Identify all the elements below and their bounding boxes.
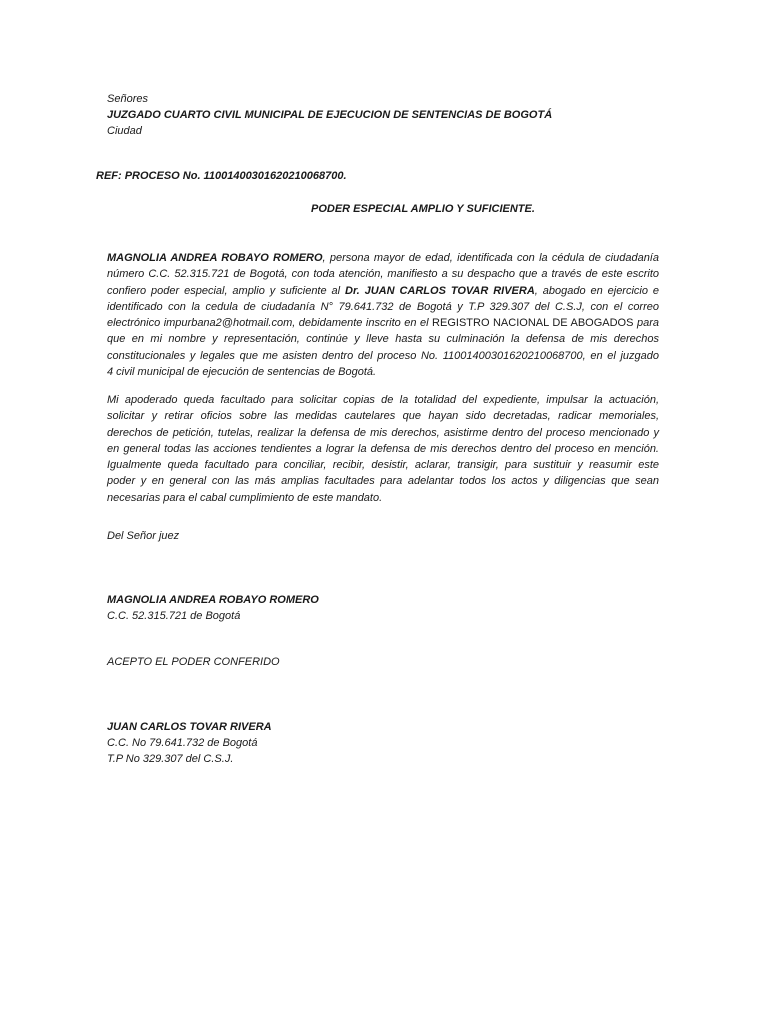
- paragraph-line: que en mi nombre y representación, continúe y lleve hasta su culminación la defensa de mis derechos: [107, 333, 659, 346]
- acceptance-line: ACEPTO EL PODER CONFERIDO: [107, 656, 280, 668]
- city: Ciudad: [107, 125, 142, 137]
- paragraph-line: derechos de petición, tutelas, realizar la defensa de mis derechos, asistirme dentro del proceso mencionado y: [107, 426, 659, 439]
- reference-line: REF: PROCESO No. 11001400301620210068700.: [96, 170, 347, 182]
- paragraph-line: número C.C. 52.315.721 de Bogotá, con toda atención, manifiesto a su despacho que a través de este escrito: [107, 268, 659, 281]
- paragraph-line: [107, 315, 659, 331]
- addressee-block: [107, 91, 660, 139]
- paragraph-text: confiero poder especial, amplio y suficiente al: [107, 284, 341, 297]
- paragraph-line: Mi apoderado queda facultado para solicitar copias de la totalidad del expediente, impulsar la actuación,: [107, 394, 659, 406]
- paragraph-text: , persona mayor de edad, identificada con la cédula de ciudadanía: [322, 252, 659, 264]
- paragraph-text: para: [636, 317, 659, 330]
- paragraph-line: 4 civil municipal de ejecución de sentencias de Bogotá.: [107, 366, 377, 379]
- paragraph-text: , abogado en ejercicio e: [534, 284, 660, 297]
- court-name: JUZGADO CUARTO CIVIL MUNICIPAL DE EJECUCION DE SENTENCIAS DE BOGOTÁ: [107, 109, 553, 121]
- attorney-id: C.C. No 79.641.732 de Bogotá: [107, 737, 258, 749]
- attorney-signature-block: [107, 719, 660, 767]
- signer-id: C.C. 52.315.721 de Bogotá: [107, 610, 241, 622]
- paragraph-line: constitucionales y legales que me asisten dentro del proceso No. 11001400301620210068700, en el juzgado: [107, 349, 659, 362]
- document-title: PODER ESPECIAL AMPLIO Y SUFICIENTE.: [311, 203, 535, 215]
- paragraph-line: Igualmente queda facultado para conciliar, recibir, desistir, aclarar, transigir, para sustituir y reasumir este: [107, 459, 659, 472]
- paragraph-granting: [107, 250, 659, 380]
- attorney-name: JUAN CARLOS TOVAR RIVERA: [107, 721, 272, 733]
- salutation: Señores: [107, 93, 148, 105]
- paragraph-line: necesarias para el cabal cumplimiento de este mandato.: [107, 491, 383, 504]
- closing: Del Señor juez: [107, 530, 180, 542]
- registry-name: REGISTRO NACIONAL DE ABOGADOS: [432, 317, 634, 330]
- attorney-tp: T.P No 329.307 del C.S.J.: [107, 753, 234, 765]
- paragraph-line: [107, 250, 659, 266]
- grantor-name: MAGNOLIA ANDREA ROBAYO ROMERO: [107, 252, 323, 264]
- paragraph-line: solicitar y retirar oficios sobre las medidas cautelares que hayan sido decretadas, radicar memoriales,: [107, 410, 659, 423]
- paragraph-line: [107, 283, 659, 299]
- attorney-name-inline: Dr. JUAN CARLOS TOVAR RIVERA: [345, 284, 535, 297]
- paragraph-line: identificado con la cedula de ciudadanía N° 79.641.732 de Bogotá y T.P 329.307 del C.S.J, con el correo: [107, 300, 659, 313]
- grantor-signature-block: [107, 592, 660, 624]
- signer-name: MAGNOLIA ANDREA ROBAYO ROMERO: [107, 594, 319, 606]
- paragraph-line: en general todas las acciones tendientes a lograr la defensa de mis derechos dentro del proceso en mención.: [107, 442, 659, 455]
- paragraph-line: poder y en general con las más amplias facultades para adelantar todos los actos y diligencias que sean: [107, 475, 659, 488]
- paragraph-powers: [107, 392, 659, 506]
- paragraph-text: electrónico impurbana2@hotmail.com, debidamente inscrito en el: [107, 317, 429, 330]
